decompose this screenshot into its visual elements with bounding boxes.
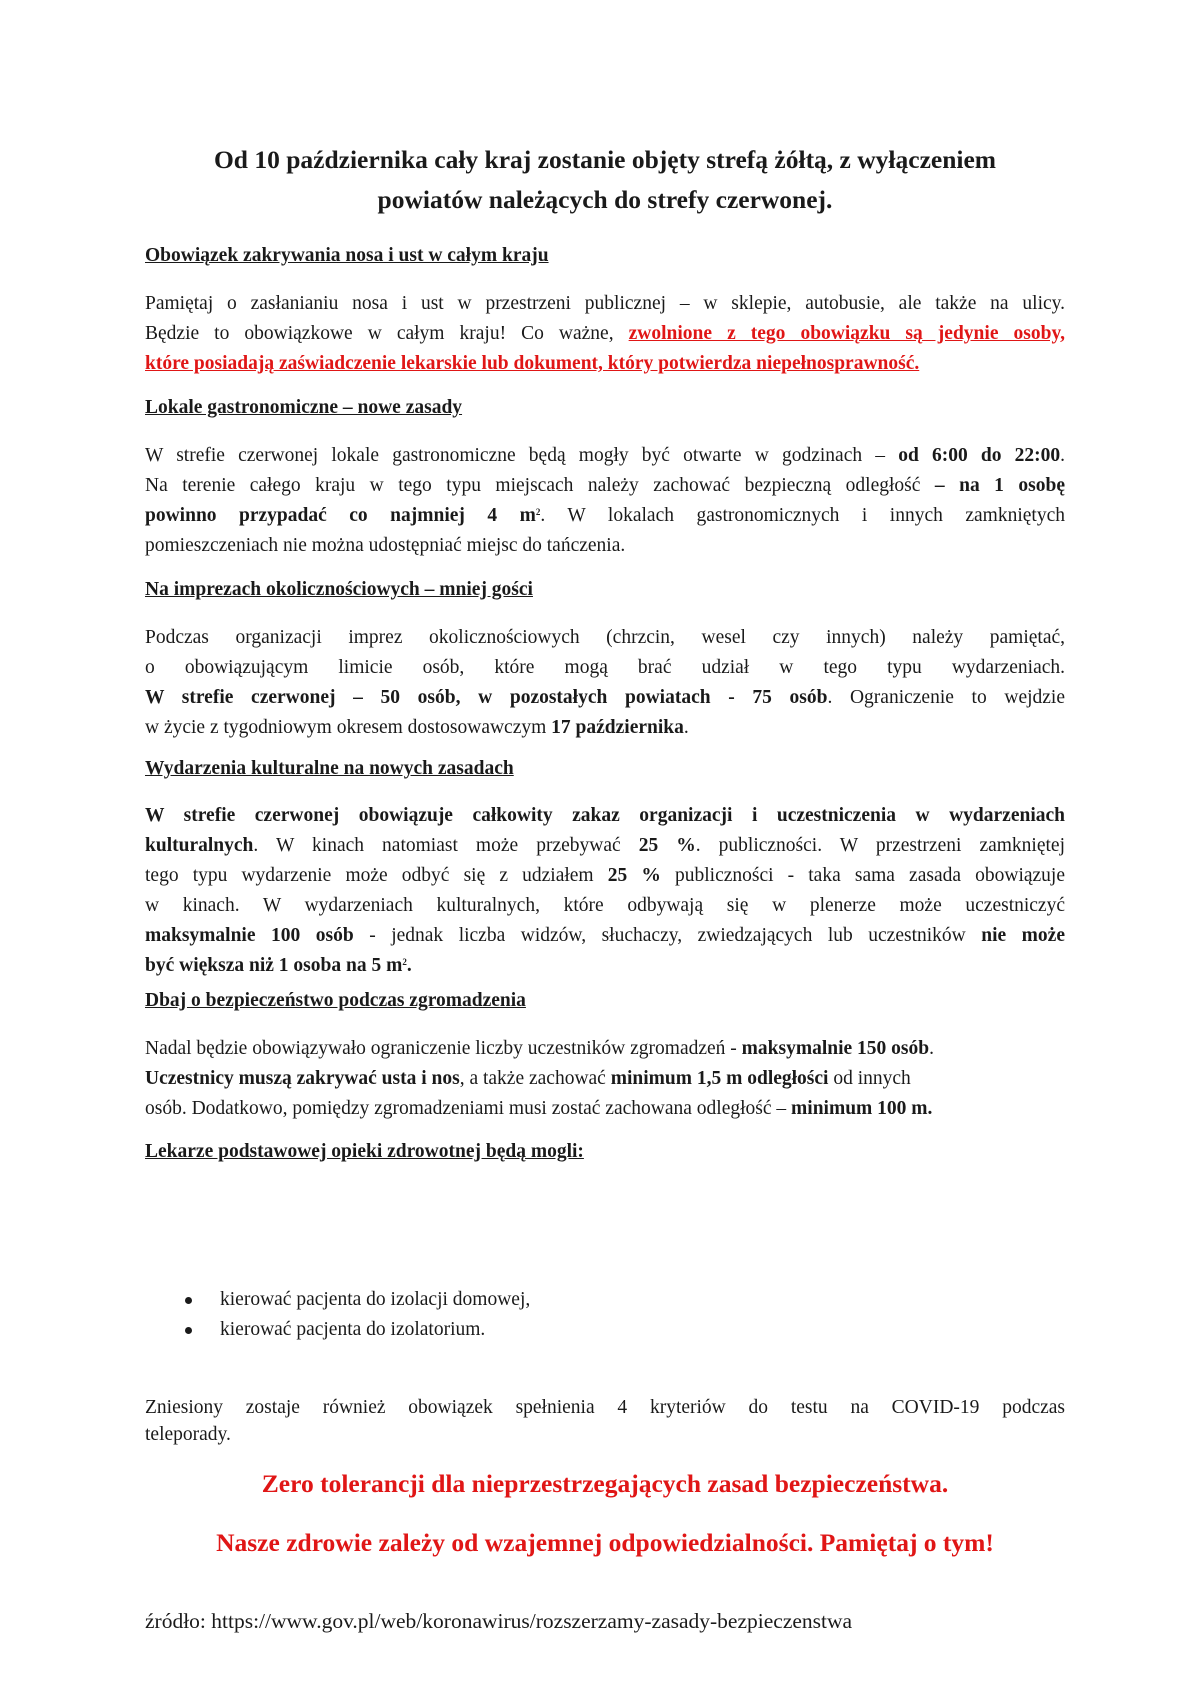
- masks-paragraph: [145, 289, 1065, 379]
- title-line-2: powiatów należących do strefy czerwonej.: [377, 185, 833, 214]
- exemption-highlight: zwolnione z tego obowiązku są jedynie osoby,: [628, 323, 1065, 344]
- culture-line-5: maksymalnie 100 osób - jednak liczba widzów, słuchaczy, zwiedzających lub uczestników nie może: [145, 925, 1065, 946]
- gastronomy-paragraph: [145, 441, 1065, 561]
- section-heading-culture: Wydarzenia kulturalne na nowych zasadach: [145, 758, 514, 779]
- source-line: źródło: https://www.gov.pl/web/koronawirus/rozszerzamy-zasady-bezpieczenstwa: [145, 1609, 853, 1633]
- culture-paragraph: [145, 801, 1065, 981]
- gastro-line-4: pomieszczeniach nie można udostępniać miejsc do tańczenia.: [145, 535, 626, 556]
- section-heading-masks: Obowiązek zakrywania nosa i ust w całym kraju: [145, 245, 549, 266]
- masks-line-3: [145, 349, 1065, 379]
- telecare-line-2: teleporady.: [145, 1424, 231, 1445]
- events-line-1: Podczas organizacji imprez okolicznościowych (chrzcin, wesel czy innych) należy pamiętać,: [145, 627, 1065, 648]
- assembly-paragraph: [145, 1034, 1065, 1124]
- section-heading-gastronomy: Lokale gastronomiczne – nowe zasady: [145, 397, 463, 418]
- list-item: kierować pacjenta do izolacji domowej,: [185, 1285, 530, 1315]
- exemption-highlight-cont: które posiadają zaświadczenie lekarskie lub dokument, który potwierdza niepełnosprawność.: [145, 353, 920, 374]
- slogan-responsibility: Nasze zdrowie zależy od wzajemnej odpowiedzialności. Pamiętaj o tym!: [216, 1528, 994, 1557]
- telecare-line-1: Zniesiony zostaje również obowiązek spełnienia 4 kryteriów do testu na COVID-19 podczas: [145, 1397, 1065, 1418]
- gastro-line-3: powinno przypadać co najmniej 4 $m^2$. W lokalach gastronomicznych i innych zamkniętych: [145, 505, 1065, 526]
- section-heading-doctors: Lekarze podstawowej opieki zdrowotnej będą mogli:: [145, 1141, 584, 1162]
- events-line-2: o obowiązującym limicie osób, które mogą brać udział w tego typu wydarzeniach.: [145, 657, 1065, 678]
- telecare-paragraph: [145, 1394, 1065, 1448]
- bullet-icon: [185, 1327, 192, 1334]
- events-line-3: W strefie czerwonej – 50 osób, w pozostałych powiatach - 75 osób. Ograniczenie to wejdzie: [145, 687, 1065, 708]
- culture-line-4: w kinach. W wydarzeniach kulturalnych, które odbywają się w plenerze może uczestniczyć: [145, 895, 1065, 916]
- slogan-zero-tolerance: Zero tolerancji dla nieprzestrzegających zasad bezpieczeństwa.: [261, 1469, 949, 1498]
- assembly-line-2: Uczestnicy muszą zakrywać usta i nos, a także zachować minimum 1,5 m odległości od innych: [145, 1068, 911, 1089]
- section-heading-assembly: Dbaj o bezpieczeństwo podczas zgromadzenia: [145, 990, 526, 1011]
- events-paragraph: [145, 623, 1065, 743]
- doctors-list: [185, 1285, 530, 1345]
- culture-line-3: tego typu wydarzenie może odbyć się z udziałem 25 % publiczności - taka sama zasada obowiązuje: [145, 865, 1066, 886]
- culture-line-1: W strefie czerwonej obowiązuje całkowity zakaz organizacji i uczestniczenia w wydarzeniach: [145, 805, 1065, 826]
- culture-line-6: być większa niż 1 osoba na 5 $m^2$.: [145, 955, 412, 976]
- culture-line-2: kulturalnych. W kinach natomiast może przebywać 25 %. publiczności. W przestrzeni zamkniętej: [145, 835, 1065, 856]
- assembly-line-3: osób. Dodatkowo, pomiędzy zgromadzeniami musi zostać zachowana odległość – minimum 100 m.: [145, 1098, 933, 1119]
- bullet-icon: [185, 1297, 192, 1304]
- assembly-line-1: Nadal będzie obowiązywało ograniczenie liczby uczestników zgromadzeń - maksymalnie 150 osób.: [145, 1038, 934, 1059]
- page-title: [145, 140, 1065, 220]
- section-heading-events: Na imprezach okolicznościowych – mniej gości: [145, 579, 533, 600]
- events-line-4: w życie z tygodniowym okresem dostosowawczym 17 października.: [145, 717, 689, 738]
- masks-line-2: Będzie to obowiązkowe w całym kraju! Co ważne, zwolnione z tego obowiązku są jedynie osoby,: [145, 323, 1065, 344]
- gastro-line-1: W strefie czerwonej lokale gastronomiczne będą mogły być otwarte w godzinach – od 6:00 do 22:00.: [145, 445, 1065, 466]
- title-line-1: Od 10 października cały kraj zostanie objęty strefą żółtą, z wyłączeniem: [213, 145, 997, 174]
- gastro-line-2: Na terenie całego kraju w tego typu miejscach należy zachować bezpieczną odległość – na 1 osobę: [145, 475, 1066, 496]
- masks-line-1: Pamiętaj o zasłanianiu nosa i ust w przestrzeni publicznej – w sklepie, autobusie, ale także na ulicy.: [145, 293, 1065, 314]
- list-item: kierować pacjenta do izolatorium.: [185, 1315, 530, 1345]
